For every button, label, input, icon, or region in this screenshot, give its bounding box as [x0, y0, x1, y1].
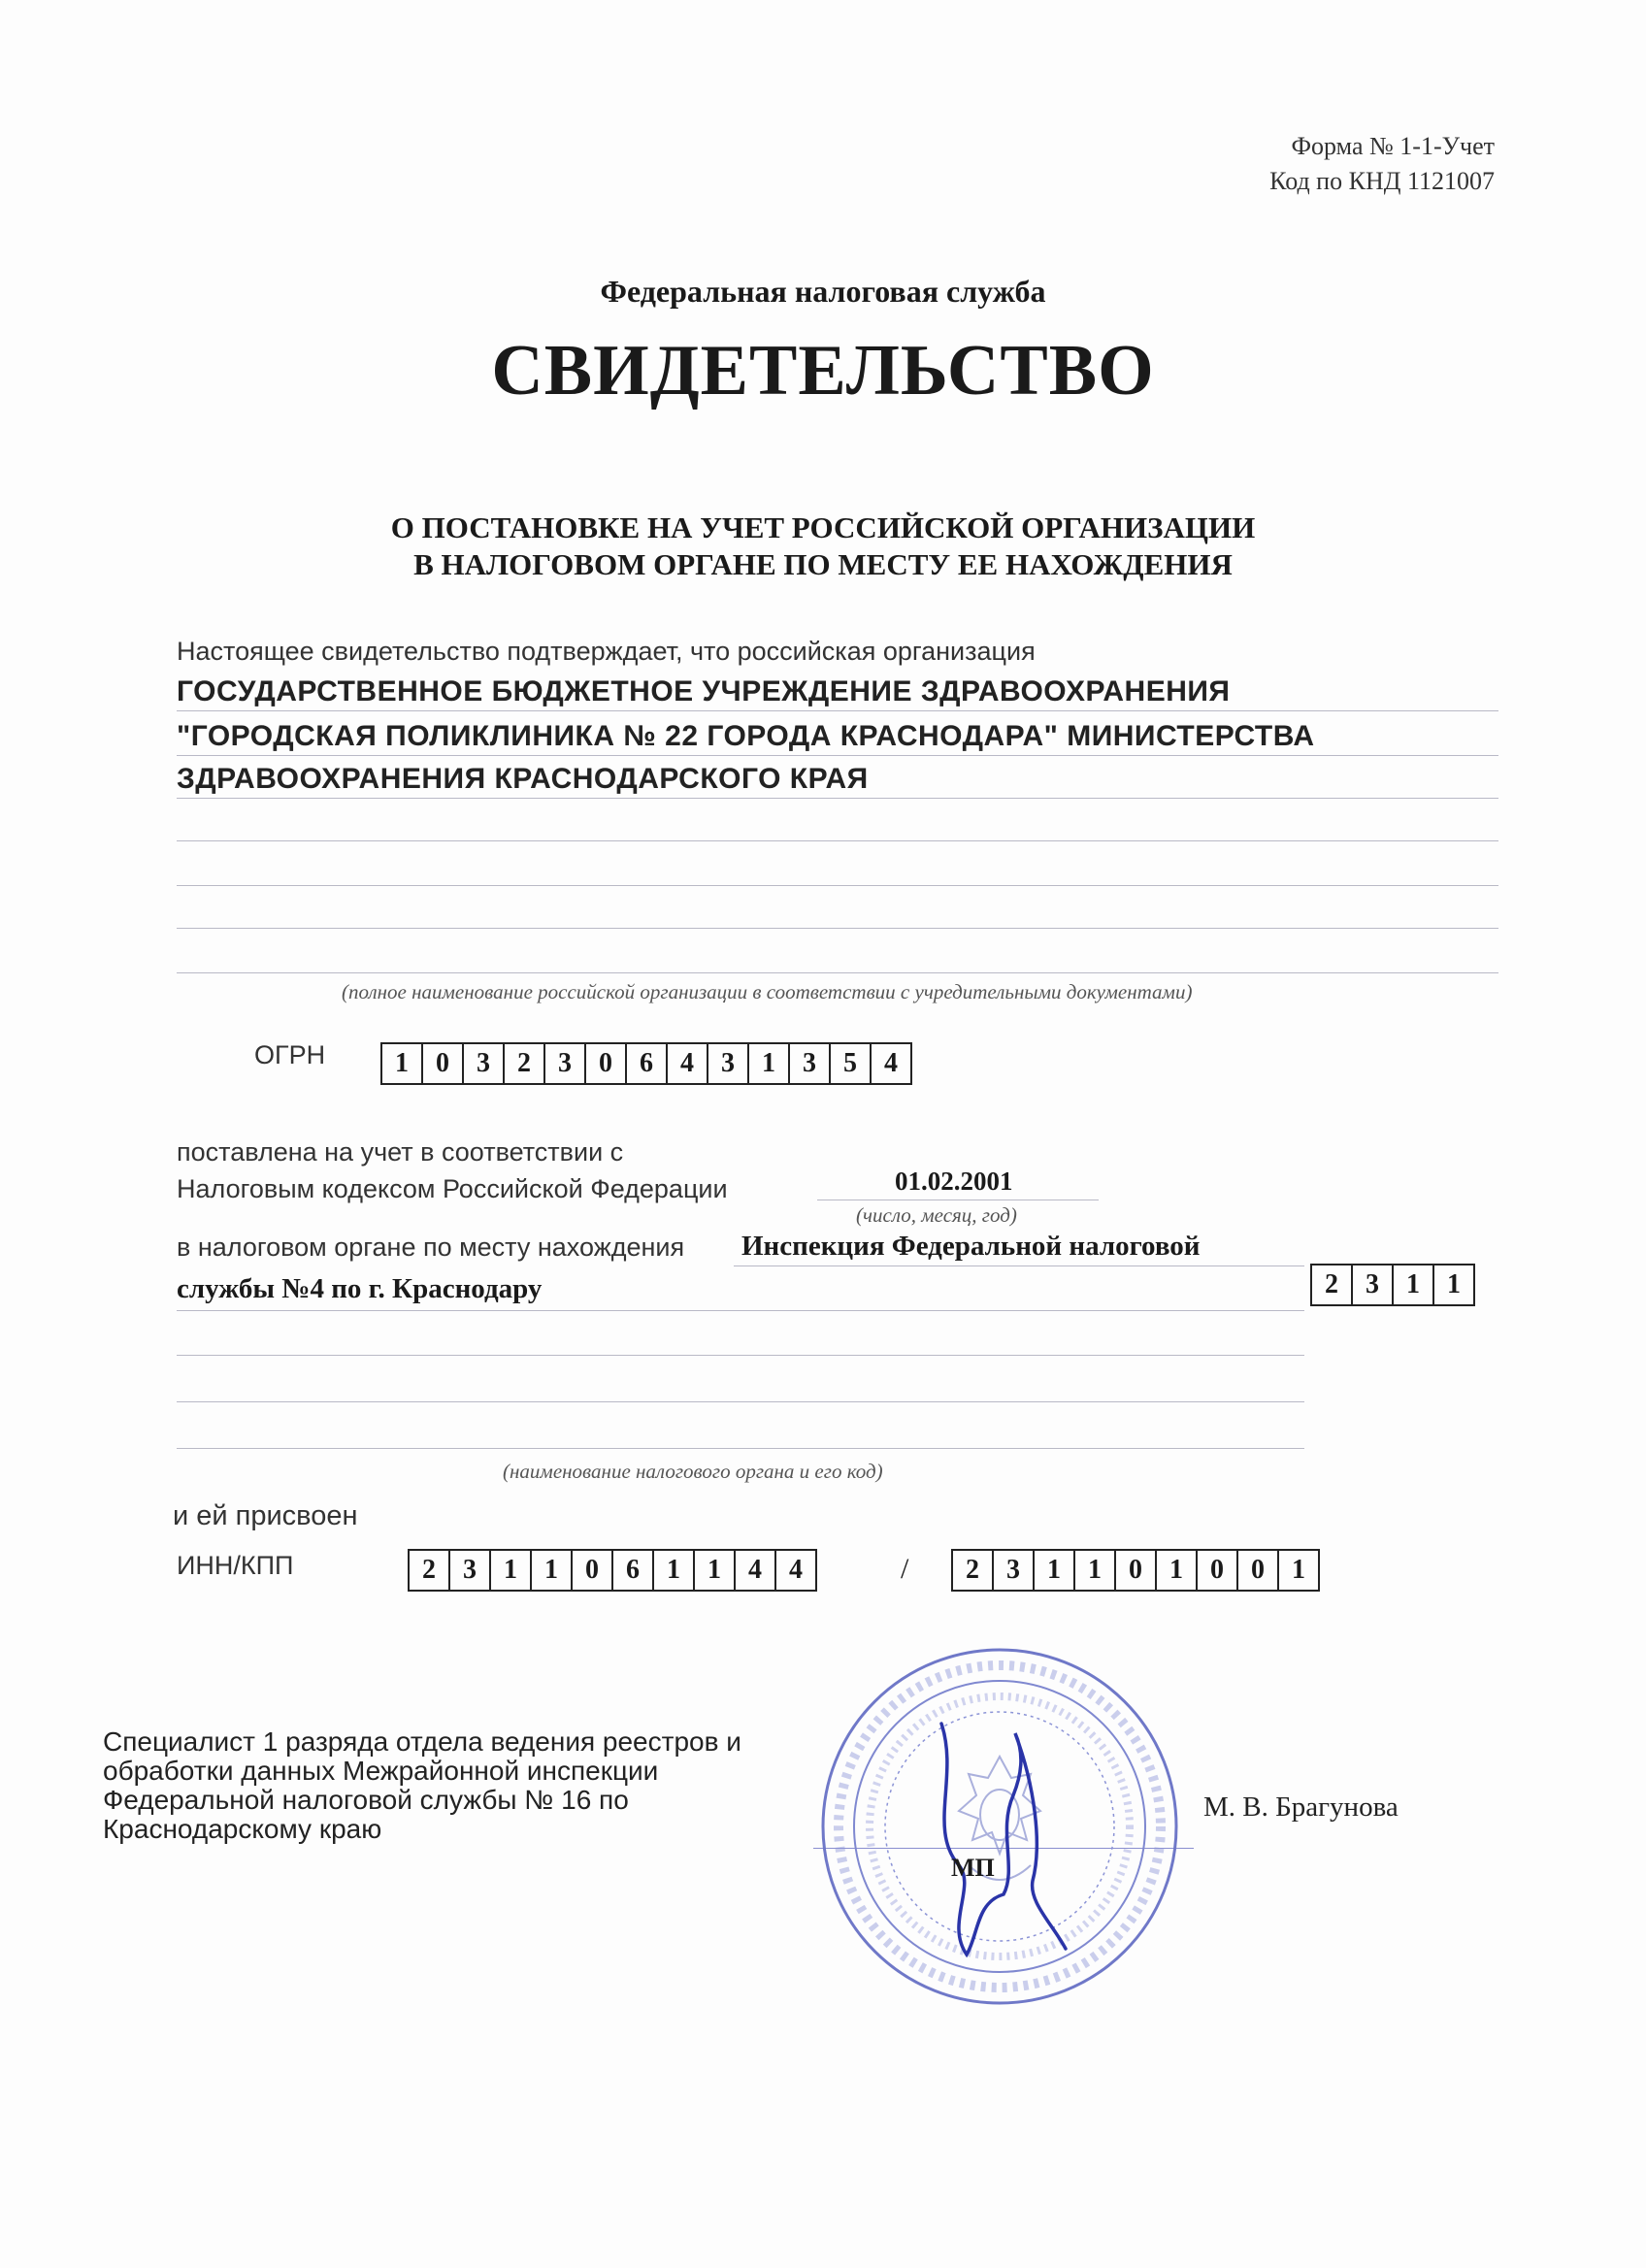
form-number: Форма № 1-1-Учет	[1291, 132, 1495, 160]
digit-box: 0	[586, 1044, 627, 1083]
fill-line	[177, 1401, 1304, 1402]
fill-line	[177, 972, 1498, 973]
org-name-line3: ЗДРАВООХРАНЕНИЯ КРАСНОДАРСКОГО КРАЯ	[177, 763, 869, 795]
tax-authority-name-part1: Инспекция Федеральной налоговой	[741, 1231, 1201, 1262]
digit-box: 2	[410, 1551, 450, 1590]
fill-line	[734, 1265, 1304, 1266]
intro-text: Настоящее свидетельство подтверждает, что российская организация	[177, 637, 1036, 666]
fill-line	[177, 755, 1498, 756]
digit-box: 1	[382, 1044, 423, 1083]
official-seal	[813, 1640, 1186, 2013]
signer-position-line4: Краснодарскому краю	[103, 1814, 382, 1844]
digit-box: 3	[790, 1044, 831, 1083]
signer-position-line2: обработки данных Межрайонной инспекции	[103, 1756, 659, 1786]
fill-line	[177, 1355, 1304, 1356]
digit-box: 4	[789, 1555, 803, 1585]
org-name-line2: "ГОРОДСКАЯ ПОЛИКЛИНИКА № 22 ГОРОДА КРАСНОДАРА" МИНИСТЕРСТВА	[177, 720, 1315, 752]
digit-box: 4	[668, 1044, 708, 1083]
registration-text-line2: Налоговым кодексом Российской Федерации	[177, 1174, 728, 1203]
mp-mark: МП	[951, 1854, 995, 1882]
digit-box: 3	[545, 1044, 586, 1083]
digit-box: 4	[884, 1048, 898, 1078]
date-caption: (число, месяц, год)	[856, 1203, 1017, 1227]
tax-authority-name-part2: службы №4 по г. Краснодару	[177, 1273, 543, 1304]
ogrn-boxes	[380, 1042, 912, 1085]
digit-box: 1	[1075, 1551, 1116, 1590]
knd-code: Код по КНД 1121007	[1269, 167, 1495, 195]
digit-box: 2	[953, 1551, 994, 1590]
kpp-boxes	[951, 1549, 1320, 1592]
org-name-caption: (полное наименование российской организации в соответствии с учредительными документами)	[342, 980, 1193, 1003]
fill-line	[177, 885, 1498, 886]
org-name-line1: ГОСУДАРСТВЕННОЕ БЮДЖЕТНОЕ УЧРЕЖДЕНИЕ ЗДРАВООХРАНЕНИЯ	[177, 675, 1231, 707]
digit-box: 0	[573, 1551, 613, 1590]
agency-name: Федеральная налоговая служба	[600, 274, 1046, 309]
digit-box: 1	[532, 1551, 573, 1590]
signer-name: М. В. Брагунова	[1203, 1791, 1399, 1823]
digit-box: 0	[1198, 1551, 1238, 1590]
inn-kpp-separator: /	[901, 1553, 909, 1585]
inn-kpp-label: ИНН/КПП	[177, 1551, 294, 1580]
fill-line	[177, 798, 1498, 799]
inn-boxes	[408, 1549, 817, 1592]
fill-line	[177, 1310, 1304, 1311]
digit-box: 1	[491, 1551, 532, 1590]
signer-position	[103, 1727, 741, 1844]
digit-box: 3	[994, 1551, 1035, 1590]
digit-box: 3	[1353, 1265, 1394, 1304]
digit-box: 0	[1238, 1551, 1279, 1590]
assigned-label: и ей присвоен	[173, 1500, 358, 1531]
signer-position-line1: Специалист 1 разряда отдела ведения реестров и	[103, 1726, 741, 1757]
digit-box: 1	[1035, 1551, 1075, 1590]
digit-box: 2	[505, 1044, 545, 1083]
fill-line	[177, 928, 1498, 929]
document-title: СВИДЕТЕЛЬСТВО	[491, 331, 1155, 411]
digit-box: 2	[1312, 1265, 1353, 1304]
ogrn-label: ОГРН	[254, 1040, 326, 1069]
fill-line	[177, 840, 1498, 841]
document-subtitle-line2: В НАЛОГОВОМ ОРГАНЕ ПО МЕСТУ ЕЕ НАХОЖДЕНИЯ	[413, 547, 1233, 581]
tax-authority-code-boxes	[1310, 1264, 1475, 1306]
fill-line	[177, 710, 1498, 711]
digit-box: 1	[749, 1044, 790, 1083]
digit-box: 1	[654, 1551, 695, 1590]
fill-line	[177, 1448, 1304, 1449]
digit-box: 1	[1292, 1555, 1305, 1585]
digit-box: 3	[708, 1044, 749, 1083]
tax-authority-prefix: в налоговом органе по месту нахождения	[177, 1233, 685, 1262]
digit-box: 4	[736, 1551, 776, 1590]
signer-position-line3: Федеральной налоговой службы № 16 по	[103, 1785, 629, 1815]
digit-box: 3	[464, 1044, 505, 1083]
digit-box: 5	[831, 1044, 872, 1083]
digit-box: 6	[627, 1044, 668, 1083]
digit-box: 1	[1447, 1269, 1461, 1299]
digit-box: 0	[1116, 1551, 1157, 1590]
digit-box: 1	[695, 1551, 736, 1590]
digit-box: 3	[450, 1551, 491, 1590]
digit-box: 1	[1394, 1265, 1434, 1304]
digit-box: 0	[423, 1044, 464, 1083]
digit-box: 1	[1157, 1551, 1198, 1590]
digit-box: 6	[613, 1551, 654, 1590]
registration-text-line1: поставлена на учет в соответствии с	[177, 1137, 624, 1167]
tax-authority-caption: (наименование налогового органа и его код)	[503, 1460, 883, 1483]
document-subtitle-line1: О ПОСТАНОВКЕ НА УЧЕТ РОССИЙСКОЙ ОРГАНИЗАЦИИ	[390, 510, 1256, 544]
registration-date: 01.02.2001	[895, 1167, 1013, 1196]
